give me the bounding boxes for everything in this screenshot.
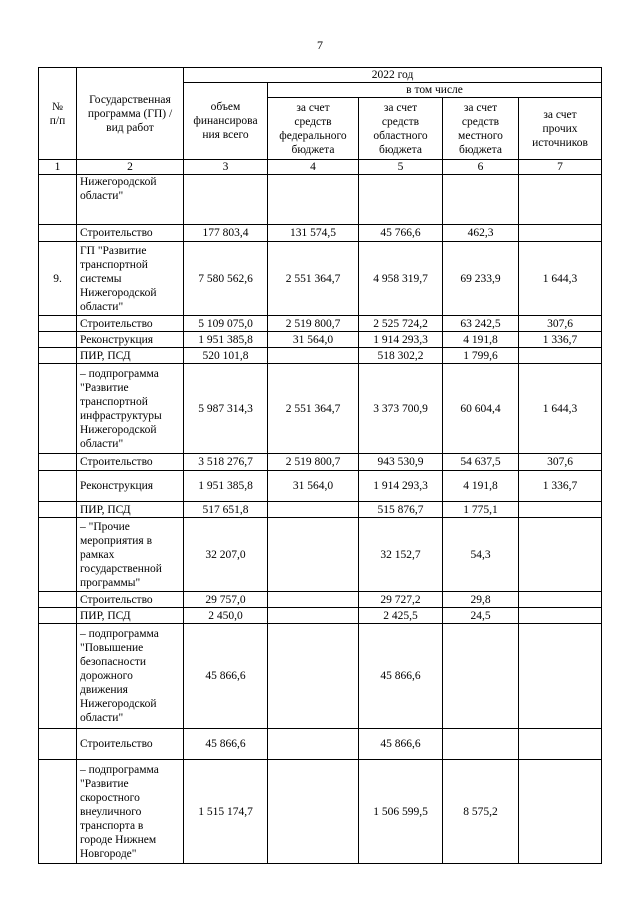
header-federal: за счет средств федерального бюджета <box>268 98 359 160</box>
row-local: 29,8 <box>443 592 519 608</box>
row-local: 63 242,5 <box>443 316 519 332</box>
table-row <box>39 608 602 624</box>
row-other <box>519 624 602 729</box>
row-federal: 31 564,0 <box>268 471 359 502</box>
row-other <box>519 348 602 364</box>
row-total: 1 951 385,8 <box>184 471 268 502</box>
row-total <box>184 175 268 225</box>
row-local: 8 575,2 <box>443 760 519 864</box>
row-other <box>519 502 602 518</box>
row-name: Строительство <box>77 592 184 608</box>
row-other <box>519 608 602 624</box>
table-row <box>39 348 602 364</box>
row-regional: 3 373 700,9 <box>359 364 443 454</box>
row-name: ПИР, ПСД <box>77 348 184 364</box>
row-num <box>39 502 77 518</box>
header-total: объем финансирова ния всего <box>184 83 268 160</box>
row-total: 2 450,0 <box>184 608 268 624</box>
row-federal: 2 551 364,7 <box>268 242 359 316</box>
row-federal <box>268 592 359 608</box>
row-num <box>39 175 77 225</box>
row-federal <box>268 624 359 729</box>
row-federal: 2 551 364,7 <box>268 364 359 454</box>
row-regional: 45 866,6 <box>359 624 443 729</box>
row-name: Реконструкция <box>77 471 184 502</box>
row-regional: 1 506 599,5 <box>359 760 443 864</box>
row-other: 307,6 <box>519 454 602 471</box>
row-name: – подпрограмма "Повышение безопасности дорожного движения Нижегородской области" <box>77 624 184 729</box>
table-row <box>39 624 602 729</box>
col-number: 4 <box>268 160 359 175</box>
row-name: Строительство <box>77 454 184 471</box>
row-federal <box>268 175 359 225</box>
row-num <box>39 518 77 592</box>
row-local: 69 233,9 <box>443 242 519 316</box>
row-federal: 131 574,5 <box>268 225 359 242</box>
row-other <box>519 518 602 592</box>
table-row <box>39 332 602 348</box>
row-federal <box>268 608 359 624</box>
row-federal: 31 564,0 <box>268 332 359 348</box>
row-local <box>443 624 519 729</box>
row-other: 1 644,3 <box>519 364 602 454</box>
row-num <box>39 332 77 348</box>
table-row <box>39 592 602 608</box>
row-num <box>39 624 77 729</box>
row-total: 32 207,0 <box>184 518 268 592</box>
row-regional: 1 914 293,3 <box>359 471 443 502</box>
row-local: 462,3 <box>443 225 519 242</box>
row-total: 45 866,6 <box>184 624 268 729</box>
row-other: 307,6 <box>519 316 602 332</box>
row-regional: 1 914 293,3 <box>359 332 443 348</box>
row-total: 3 518 276,7 <box>184 454 268 471</box>
row-total: 520 101,8 <box>184 348 268 364</box>
row-num <box>39 729 77 760</box>
row-regional: 45 766,6 <box>359 225 443 242</box>
row-regional: 32 152,7 <box>359 518 443 592</box>
row-total: 177 803,4 <box>184 225 268 242</box>
row-local: 1 775,1 <box>443 502 519 518</box>
row-total: 5 987 314,3 <box>184 364 268 454</box>
row-num <box>39 471 77 502</box>
row-regional: 518 302,2 <box>359 348 443 364</box>
row-num <box>39 760 77 864</box>
header-year: 2022 год <box>184 68 602 83</box>
row-other: 1 336,7 <box>519 471 602 502</box>
row-total: 517 651,8 <box>184 502 268 518</box>
row-federal <box>268 760 359 864</box>
header-num: № п/п <box>39 68 77 160</box>
row-regional: 515 876,7 <box>359 502 443 518</box>
page-number: 7 <box>317 38 323 52</box>
table-row <box>39 242 602 316</box>
row-federal <box>268 502 359 518</box>
header-other: за счет прочих источников <box>519 98 602 160</box>
col-number: 5 <box>359 160 443 175</box>
table-row <box>39 454 602 471</box>
table-row <box>39 729 602 760</box>
financing-table <box>38 67 602 864</box>
row-federal <box>268 348 359 364</box>
row-name: – подпрограмма "Развитие скоростного внеуличного транспорта в городе Нижнем Новгороде" <box>77 760 184 864</box>
row-name: ГП "Развитие транспортной системы Нижегородской области" <box>77 242 184 316</box>
row-local <box>443 175 519 225</box>
table-row <box>39 518 602 592</box>
row-regional: 2 525 724,2 <box>359 316 443 332</box>
row-name: Строительство <box>77 316 184 332</box>
row-name: Нижегородской области" <box>77 175 184 225</box>
table-row <box>39 502 602 518</box>
row-other <box>519 225 602 242</box>
row-federal: 2 519 800,7 <box>268 316 359 332</box>
header-regional: за счет средств областного бюджета <box>359 98 443 160</box>
table-row <box>39 316 602 332</box>
col-number: 7 <box>519 160 602 175</box>
table-row <box>39 760 602 864</box>
row-other <box>519 729 602 760</box>
row-num <box>39 316 77 332</box>
row-name: ПИР, ПСД <box>77 502 184 518</box>
row-total: 1 951 385,8 <box>184 332 268 348</box>
row-local: 60 604,4 <box>443 364 519 454</box>
row-other <box>519 760 602 864</box>
col-number: 6 <box>443 160 519 175</box>
row-local: 4 191,8 <box>443 332 519 348</box>
row-total: 7 580 562,6 <box>184 242 268 316</box>
header-including: в том числе <box>268 83 602 98</box>
row-federal <box>268 518 359 592</box>
row-local <box>443 729 519 760</box>
row-name: – "Прочие мероприятия в рамках государственной программы" <box>77 518 184 592</box>
col-number: 2 <box>77 160 184 175</box>
header-program: Государственная программа (ГП) / вид работ <box>77 68 184 160</box>
row-federal <box>268 729 359 760</box>
row-num <box>39 592 77 608</box>
row-name: – подпрограмма "Развитие транспортной инфраструктуры Нижегородской области" <box>77 364 184 454</box>
row-other <box>519 592 602 608</box>
table-row <box>39 225 602 242</box>
row-local: 54 637,5 <box>443 454 519 471</box>
table-row <box>39 364 602 454</box>
row-other: 1 336,7 <box>519 332 602 348</box>
row-federal: 2 519 800,7 <box>268 454 359 471</box>
row-total: 1 515 174,7 <box>184 760 268 864</box>
row-local: 4 191,8 <box>443 471 519 502</box>
row-num <box>39 454 77 471</box>
row-regional: 29 727,2 <box>359 592 443 608</box>
col-number: 1 <box>39 160 77 175</box>
row-other <box>519 175 602 225</box>
row-num <box>39 364 77 454</box>
row-regional: 2 425,5 <box>359 608 443 624</box>
row-name: Строительство <box>77 225 184 242</box>
row-local: 24,5 <box>443 608 519 624</box>
row-regional: 943 530,9 <box>359 454 443 471</box>
row-num <box>39 608 77 624</box>
col-number: 3 <box>184 160 268 175</box>
row-total: 45 866,6 <box>184 729 268 760</box>
row-other: 1 644,3 <box>519 242 602 316</box>
row-regional: 45 866,6 <box>359 729 443 760</box>
row-num <box>39 225 77 242</box>
row-num <box>39 348 77 364</box>
header-local: за счет средств местного бюджета <box>443 98 519 160</box>
row-total: 5 109 075,0 <box>184 316 268 332</box>
row-regional: 4 958 319,7 <box>359 242 443 316</box>
row-name: Реконструкция <box>77 332 184 348</box>
row-name: Строительство <box>77 729 184 760</box>
row-local: 54,3 <box>443 518 519 592</box>
table-row <box>39 175 602 225</box>
table-row <box>39 471 602 502</box>
row-name: ПИР, ПСД <box>77 608 184 624</box>
row-num: 9. <box>39 242 77 316</box>
row-local: 1 799,6 <box>443 348 519 364</box>
row-total: 29 757,0 <box>184 592 268 608</box>
row-regional <box>359 175 443 225</box>
